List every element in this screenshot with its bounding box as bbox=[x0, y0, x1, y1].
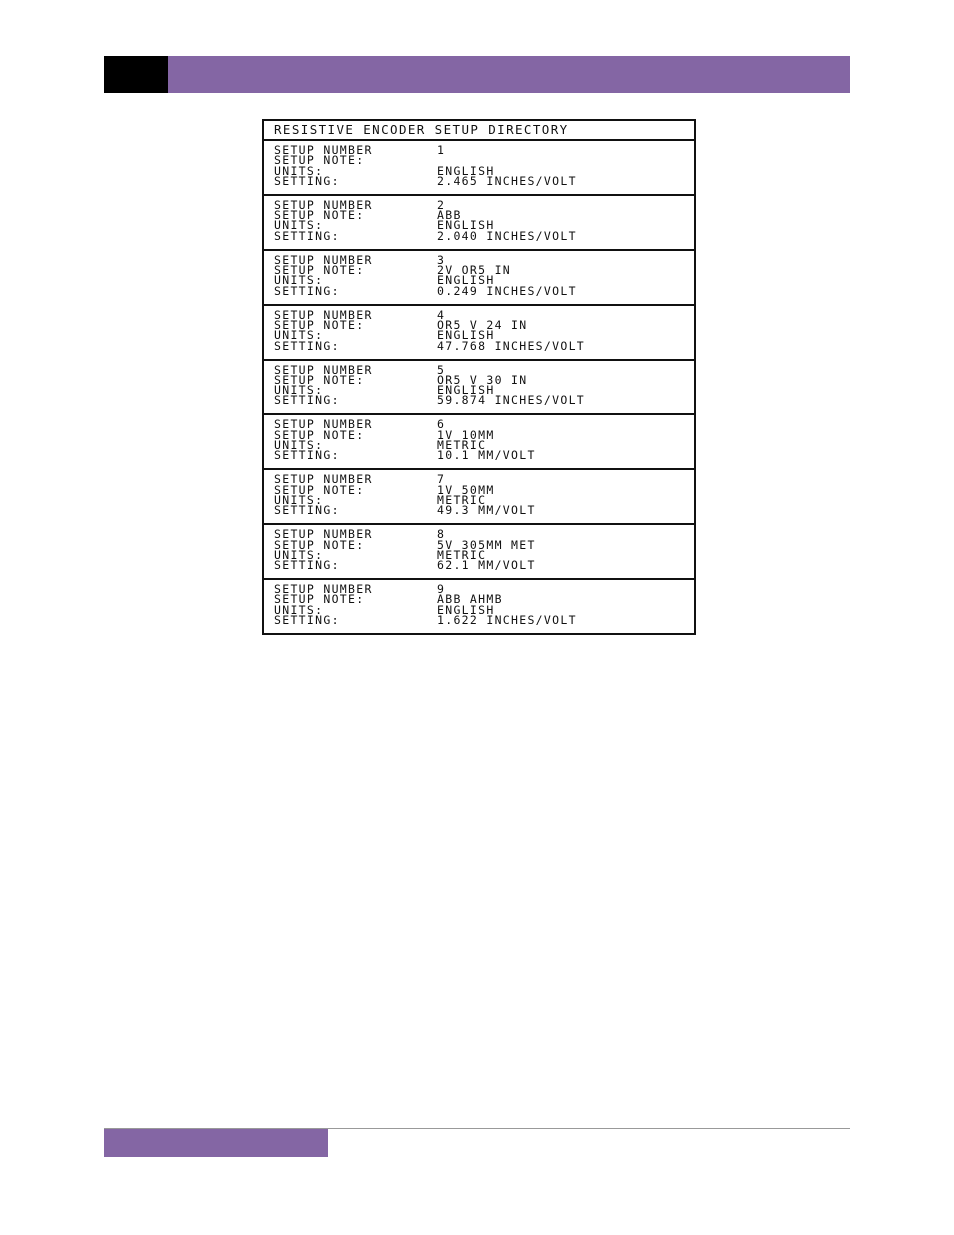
units-value: ENGLISH bbox=[437, 383, 495, 398]
setup-note-label: SETUP NOTE: bbox=[274, 592, 365, 607]
footer-bar bbox=[104, 1129, 328, 1157]
units-label: UNITS: bbox=[274, 438, 324, 453]
setting-label: SETTING: bbox=[274, 283, 340, 298]
setup-note-value: ABB AHMB bbox=[437, 592, 503, 607]
units-label: UNITS: bbox=[274, 547, 324, 562]
setup-entry bbox=[264, 196, 694, 251]
setup-note-label: SETUP NOTE: bbox=[274, 482, 365, 497]
setup-note-label: SETUP NOTE: bbox=[274, 208, 365, 223]
units-label: UNITS: bbox=[274, 163, 324, 178]
setup-number-value: 5 bbox=[437, 362, 446, 377]
setup-entry bbox=[264, 525, 694, 580]
setup-note-label: SETUP NOTE: bbox=[274, 263, 365, 278]
units-label: UNITS: bbox=[274, 492, 324, 507]
units-label: UNITS: bbox=[274, 218, 324, 233]
setup-note-label: SETUP NOTE: bbox=[274, 372, 365, 387]
setting-label: SETTING: bbox=[274, 393, 340, 408]
setting-value: 0.249 INCHES/VOLT bbox=[437, 283, 577, 298]
units-value: ENGLISH bbox=[437, 602, 495, 617]
setup-number-label: SETUP NUMBER bbox=[274, 472, 373, 487]
setup-entries bbox=[264, 141, 694, 633]
units-value: METRIC bbox=[437, 438, 487, 453]
setup-number-value: 4 bbox=[437, 307, 446, 322]
units-value: ENGLISH bbox=[437, 218, 495, 233]
setup-note-value: OR5 V 24 IN bbox=[437, 317, 528, 332]
units-value: ENGLISH bbox=[437, 273, 495, 288]
setup-number-label: SETUP NUMBER bbox=[274, 197, 373, 212]
setting-value: 59.874 INCHES/VOLT bbox=[437, 393, 586, 408]
setting-value: 47.768 INCHES/VOLT bbox=[437, 338, 586, 353]
setting-row bbox=[274, 558, 694, 573]
setup-number-label: SETUP NUMBER bbox=[274, 582, 373, 597]
setup-number-label: SETUP NUMBER bbox=[274, 417, 373, 432]
setting-row bbox=[274, 503, 694, 518]
setup-number-value: 1 bbox=[437, 143, 446, 157]
setting-label: SETTING: bbox=[274, 558, 340, 573]
setting-row bbox=[274, 228, 694, 243]
setup-directory-printout bbox=[262, 119, 696, 635]
setting-value: 2.465 INCHES/VOLT bbox=[437, 173, 577, 188]
setting-label: SETTING: bbox=[274, 448, 340, 463]
setup-number-value: 2 bbox=[437, 197, 446, 212]
units-value: ENGLISH bbox=[437, 163, 495, 178]
units-label: UNITS: bbox=[274, 383, 324, 398]
setup-note-label: SETUP NOTE: bbox=[274, 317, 365, 332]
setup-note-value: OR5 V 30 IN bbox=[437, 372, 528, 387]
header-bar bbox=[104, 56, 850, 93]
setting-row bbox=[274, 393, 694, 408]
setting-label: SETTING: bbox=[274, 228, 340, 243]
setup-number-value: 6 bbox=[437, 417, 446, 432]
setup-entry bbox=[264, 361, 694, 416]
setting-label: SETTING: bbox=[274, 503, 340, 518]
setup-number-label: SETUP NUMBER bbox=[274, 252, 373, 267]
setting-row bbox=[274, 173, 694, 188]
setup-entry bbox=[264, 141, 694, 196]
setting-value: 2.040 INCHES/VOLT bbox=[437, 228, 577, 243]
units-value: METRIC bbox=[437, 547, 487, 562]
setup-entry bbox=[264, 470, 694, 525]
setting-label: SETTING: bbox=[274, 613, 340, 628]
setup-number-label: SETUP NUMBER bbox=[274, 362, 373, 377]
setting-value: 10.1 MM/VOLT bbox=[437, 448, 536, 463]
setup-number-value: 8 bbox=[437, 527, 446, 542]
setup-entry bbox=[264, 415, 694, 470]
setting-row bbox=[274, 613, 694, 628]
setup-note-value: 2V OR5 IN bbox=[437, 263, 512, 278]
units-label: UNITS: bbox=[274, 602, 324, 617]
units-label: UNITS: bbox=[274, 273, 324, 288]
setup-note-value: ABB bbox=[437, 208, 462, 223]
setting-value: 1.622 INCHES/VOLT bbox=[437, 613, 577, 628]
setup-note-label: SETUP NOTE: bbox=[274, 153, 365, 168]
setup-entry bbox=[264, 580, 694, 633]
setting-row bbox=[274, 338, 694, 353]
setup-entry bbox=[264, 251, 694, 306]
setup-number-value: 9 bbox=[437, 582, 446, 597]
setup-number-value: 3 bbox=[437, 252, 446, 267]
setting-value: 49.3 MM/VOLT bbox=[437, 503, 536, 518]
setting-label: SETTING: bbox=[274, 338, 340, 353]
setup-note-value: 1V 10MM bbox=[437, 427, 495, 442]
setting-row bbox=[274, 283, 694, 298]
units-value: METRIC bbox=[437, 492, 487, 507]
header-page-block bbox=[104, 56, 168, 93]
units-label: UNITS: bbox=[274, 328, 324, 343]
setup-number-label: SETUP NUMBER bbox=[274, 307, 373, 322]
setup-note-label: SETUP NOTE: bbox=[274, 537, 365, 552]
setup-entry bbox=[264, 306, 694, 361]
printout-title: RESISTIVE ENCODER SETUP DIRECTORY bbox=[264, 121, 694, 141]
setting-row bbox=[274, 448, 694, 463]
setup-note-label: SETUP NOTE: bbox=[274, 427, 365, 442]
setting-value: 62.1 MM/VOLT bbox=[437, 558, 536, 573]
setup-number-label: SETUP NUMBER bbox=[274, 143, 373, 157]
units-value: ENGLISH bbox=[437, 328, 495, 343]
setup-number-value: 7 bbox=[437, 472, 446, 487]
setup-number-label: SETUP NUMBER bbox=[274, 527, 373, 542]
setup-note-value: 5V 305MM MET bbox=[437, 537, 536, 552]
setting-label: SETTING: bbox=[274, 173, 340, 188]
setup-note-value: 1V 50MM bbox=[437, 482, 495, 497]
